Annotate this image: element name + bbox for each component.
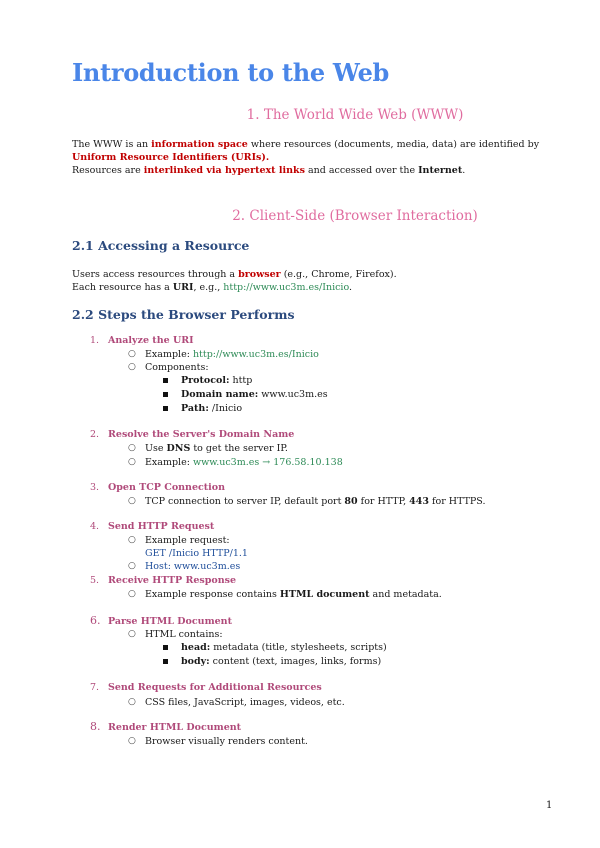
step-label: Resolve the Server's Domain Name xyxy=(108,429,295,440)
step-4-title xyxy=(90,521,214,532)
text: Users access resources through a xyxy=(72,269,239,280)
step-number: 5. xyxy=(90,575,100,586)
step-6-title xyxy=(90,614,232,627)
square-bullet-icon xyxy=(163,392,168,397)
bold-term: HTML document xyxy=(279,589,370,600)
text: Example: xyxy=(145,349,193,360)
square-bullet-icon xyxy=(163,645,168,650)
circle-bullet-icon: ○ xyxy=(128,496,136,506)
bold-term: URI xyxy=(172,282,194,293)
text: and metadata. xyxy=(369,589,442,600)
text: Resources are xyxy=(72,165,144,176)
text: Browser visually renders content. xyxy=(145,736,308,747)
text: (e.g., Chrome, Firefox). xyxy=(280,269,397,280)
bold-term: 80 xyxy=(344,496,358,507)
page-number: 1 xyxy=(546,800,553,811)
circle-bullet-icon: ○ xyxy=(128,443,136,453)
example-value: www.uc3m.es → 176.58.10.138 xyxy=(192,457,343,468)
text: metadata (title, stylesheets, scripts) xyxy=(210,642,387,653)
text: Example: xyxy=(145,457,193,468)
text: Use xyxy=(145,443,167,454)
uri-link[interactable]: http://www.uc3m.es/Inicio xyxy=(223,282,350,293)
bold-term: head: xyxy=(181,642,211,653)
step-label: Send HTTP Request xyxy=(108,521,215,532)
bold-term: Path: xyxy=(181,403,209,414)
bold-term: Domain name: xyxy=(181,389,259,400)
section-1-paragraph-2 xyxy=(72,164,542,177)
text: for HTTPS. xyxy=(428,496,486,507)
step-number: 2. xyxy=(90,429,100,440)
circle-bullet-icon: ○ xyxy=(128,697,136,707)
text: where resources (documents, media, data) are identified by xyxy=(247,139,540,150)
step-number: 8. xyxy=(90,720,101,733)
step-number: 1. xyxy=(90,335,100,346)
square-bullet-icon xyxy=(163,659,168,664)
bold-term: DNS xyxy=(166,443,191,454)
code-text: GET /Inicio HTTP/1.1 xyxy=(145,548,248,559)
step-2-title xyxy=(90,429,294,440)
circle-bullet-icon: ○ xyxy=(128,457,136,467)
text: /Inicio xyxy=(208,403,243,414)
step-number: 4. xyxy=(90,521,100,532)
step-label: Receive HTTP Response xyxy=(108,575,237,586)
circle-bullet-icon: ○ xyxy=(128,535,136,545)
highlight-term: Uniform Resource Identifiers (URIs). xyxy=(72,152,270,163)
text: HTML contains: xyxy=(145,629,223,640)
section-2-title: 2. Client-Side (Browser Interaction) xyxy=(232,208,478,224)
step-label: Render HTML Document xyxy=(108,722,242,733)
circle-bullet-icon: ○ xyxy=(128,629,136,639)
subsection-2-1-paragraph xyxy=(72,268,542,294)
highlight-term: information space xyxy=(151,139,248,150)
section-1-title: 1. The World Wide Web (WWW) xyxy=(246,107,464,123)
square-bullet-icon xyxy=(163,406,168,411)
circle-bullet-icon: ○ xyxy=(128,362,136,372)
text: www.uc3m.es xyxy=(258,389,328,400)
text: Components: xyxy=(145,362,209,373)
step-number: 6. xyxy=(90,614,101,627)
subsection-2-2-title: 2.2 Steps the Browser Performs xyxy=(72,307,295,322)
code-text: Host: www.uc3m.es xyxy=(145,561,241,572)
text: Example response contains xyxy=(145,589,280,600)
uri-link[interactable]: http://www.uc3m.es/Inicio xyxy=(192,349,319,360)
text: to get the server IP. xyxy=(190,443,288,454)
square-bullet-icon xyxy=(163,378,168,383)
text: Each resource has a xyxy=(72,282,173,293)
text: CSS files, JavaScript, images, videos, etc. xyxy=(145,697,345,708)
text: and accessed over the xyxy=(304,165,419,176)
text: content (text, images, links, forms) xyxy=(209,656,382,667)
step-3-title xyxy=(90,482,225,493)
subsection-2-1-title: 2.1 Accessing a Resource xyxy=(72,238,250,253)
text: Example request: xyxy=(145,535,230,546)
circle-bullet-icon: ○ xyxy=(128,561,136,571)
step-label: Parse HTML Document xyxy=(108,616,232,627)
bold-term: 443 xyxy=(409,496,429,507)
step-number: 7. xyxy=(90,682,100,693)
text: The WWW is an xyxy=(72,139,152,150)
page-title: Introduction to the Web xyxy=(72,58,390,87)
step-1-title xyxy=(90,335,194,346)
circle-bullet-icon: ○ xyxy=(128,589,136,599)
step-8-title xyxy=(90,720,241,733)
step-label: Send Requests for Additional Resources xyxy=(108,682,322,693)
step-7-title xyxy=(90,682,322,693)
section-1-paragraph-1 xyxy=(72,138,542,164)
bold-term: body: xyxy=(181,656,210,667)
text: http xyxy=(229,375,253,386)
circle-bullet-icon: ○ xyxy=(128,736,136,746)
text: . xyxy=(462,165,466,176)
text: . xyxy=(349,282,353,293)
highlight-term: browser xyxy=(238,269,281,280)
text: for HTTP, xyxy=(357,496,410,507)
text: TCP connection to server IP, default port xyxy=(145,496,345,507)
step-number: 3. xyxy=(90,482,100,493)
circle-bullet-icon: ○ xyxy=(128,349,136,359)
bold-term: Protocol: xyxy=(181,375,230,386)
step-label: Open TCP Connection xyxy=(108,482,226,493)
text: , e.g., xyxy=(193,282,224,293)
step-label: Analyze the URI xyxy=(108,335,194,346)
highlight-term: interlinked via hypertext links xyxy=(143,165,305,176)
bold-term: Internet xyxy=(418,165,463,176)
step-5-title xyxy=(90,575,236,586)
